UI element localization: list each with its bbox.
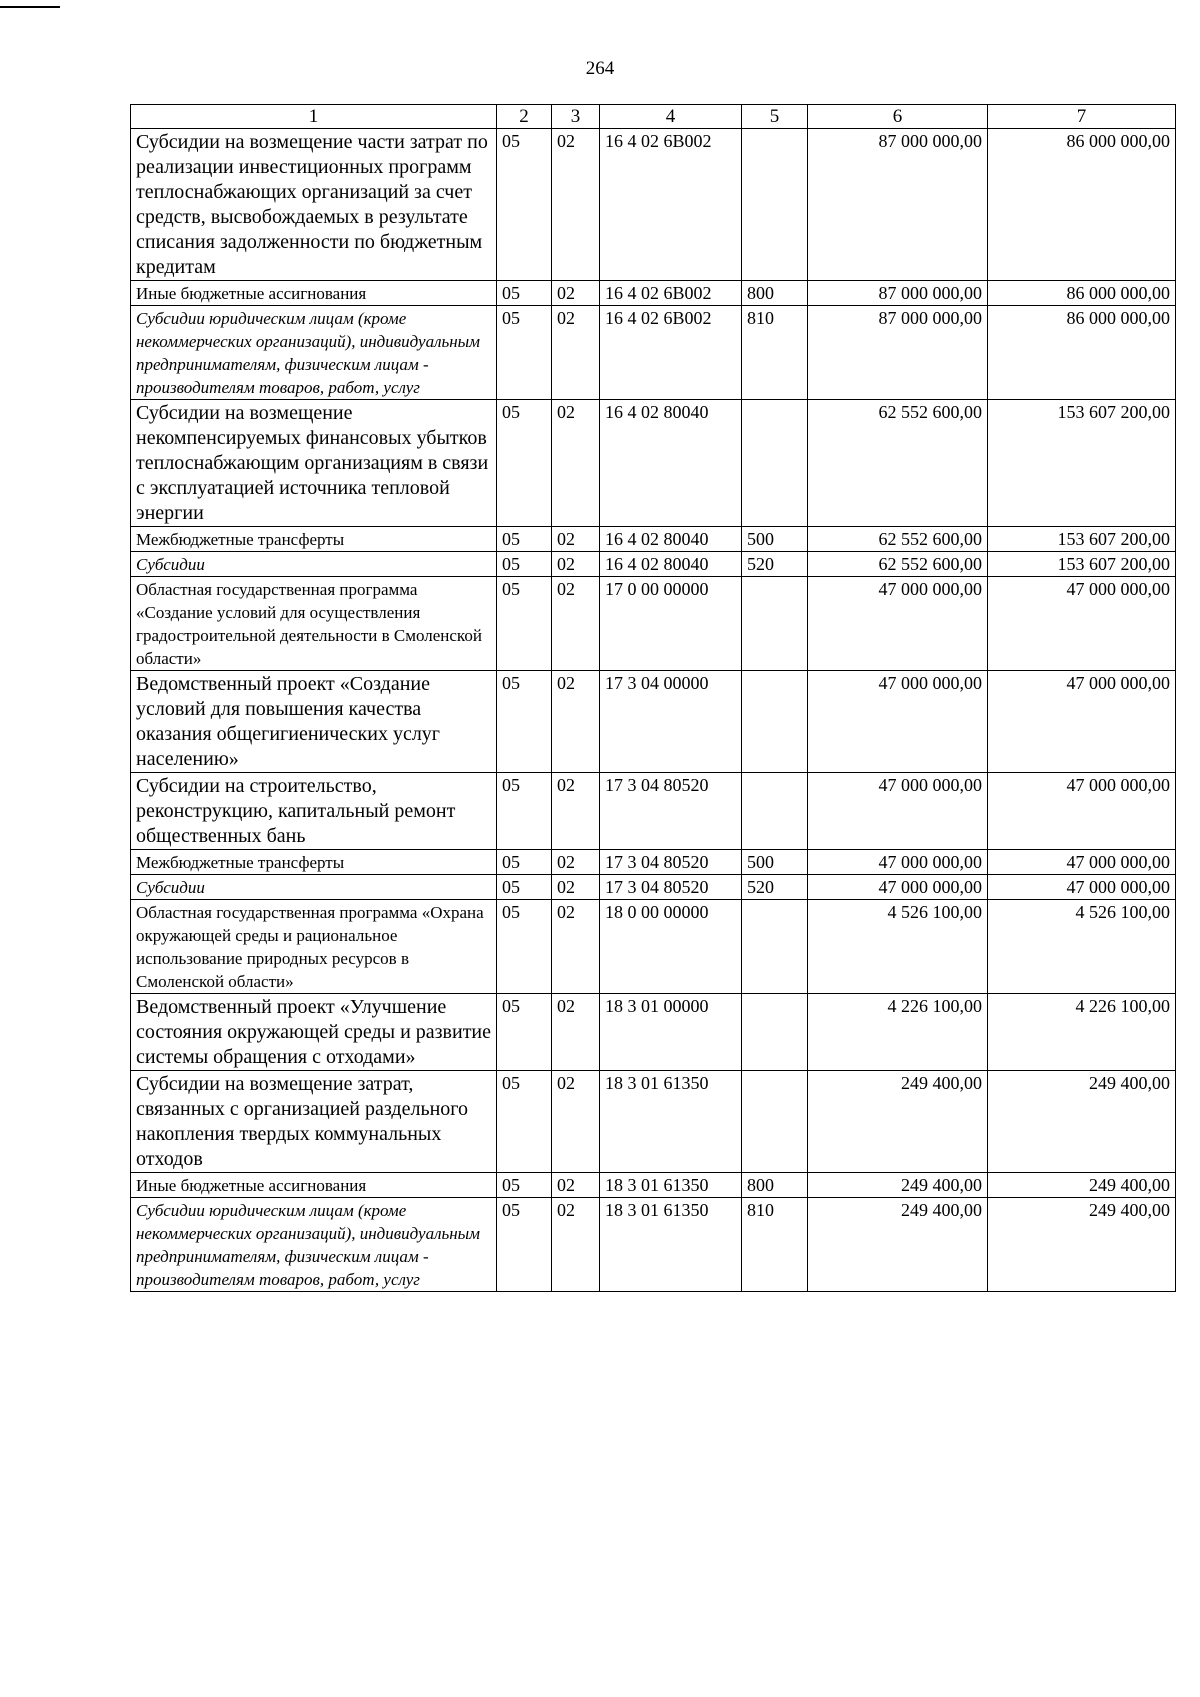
- cell-target-code: 18 3 01 61350: [600, 1173, 742, 1198]
- cell-target-code: 16 4 02 80040: [600, 527, 742, 552]
- cell-subsection: 02: [552, 875, 600, 900]
- cell-amount-year-2: 153 607 200,00: [988, 552, 1176, 577]
- cell-expense-type: 800: [742, 281, 808, 306]
- table-row: [131, 281, 1176, 306]
- cell-amount-year-1: 87 000 000,00: [808, 306, 988, 400]
- cell-target-code: 18 0 00 00000: [600, 900, 742, 994]
- cell-target-code: 18 3 01 61350: [600, 1071, 742, 1173]
- table-row: [131, 671, 1176, 773]
- header-col-1: 1: [131, 105, 497, 129]
- cell-subsection: 02: [552, 527, 600, 552]
- cell-section: 05: [497, 900, 552, 994]
- cell-target-code: 16 4 02 6В002: [600, 281, 742, 306]
- header-col-5: 5: [742, 105, 808, 129]
- cell-section: 05: [497, 1198, 552, 1292]
- cell-target-code: 17 3 04 00000: [600, 671, 742, 773]
- table-row: [131, 527, 1176, 552]
- header-col-3: 3: [552, 105, 600, 129]
- table-row: [131, 577, 1176, 671]
- cell-subsection: 02: [552, 1198, 600, 1292]
- cell-target-code: 17 3 04 80520: [600, 773, 742, 850]
- cell-section: 05: [497, 850, 552, 875]
- cell-amount-year-1: 62 552 600,00: [808, 527, 988, 552]
- cell-section: 05: [497, 527, 552, 552]
- cell-expense-type: [742, 129, 808, 281]
- cell-amount-year-2: 4 526 100,00: [988, 900, 1176, 994]
- cell-amount-year-1: 47 000 000,00: [808, 875, 988, 900]
- cell-expense-type: [742, 1071, 808, 1173]
- cell-section: 05: [497, 400, 552, 527]
- cell-expense-type: [742, 671, 808, 773]
- cell-subsection: 02: [552, 552, 600, 577]
- cell-name: Областная государственная программа «Создание условий для осуществления градостроительной деятельности в Смоленской области»: [131, 577, 497, 671]
- cell-target-code: 16 4 02 80040: [600, 552, 742, 577]
- cell-target-code: 18 3 01 61350: [600, 1198, 742, 1292]
- cell-expense-type: [742, 577, 808, 671]
- cell-subsection: 02: [552, 129, 600, 281]
- table-row: [131, 850, 1176, 875]
- budget-table: [130, 104, 1176, 1292]
- table-row: [131, 900, 1176, 994]
- cell-subsection: 02: [552, 306, 600, 400]
- header-col-6: 6: [808, 105, 988, 129]
- cell-name: Межбюджетные трансферты: [131, 527, 497, 552]
- header-col-7: 7: [988, 105, 1176, 129]
- cell-name: Ведомственный проект «Создание условий для повышения качества оказания общегигиенических услуг населению»: [131, 671, 497, 773]
- cell-name: Субсидии на возмещение некомпенсируемых финансовых убытков теплоснабжающим организациям в связи с эксплуатацией источника тепловой энергии: [131, 400, 497, 527]
- cell-target-code: 16 4 02 6В002: [600, 129, 742, 281]
- cell-name: Межбюджетные трансферты: [131, 850, 497, 875]
- cell-section: 05: [497, 552, 552, 577]
- cell-name: Субсидии юридическим лицам (кроме некоммерческих организаций), индивидуальным предпринимателям, физическим лицам - производителям товаров, работ, услуг: [131, 1198, 497, 1292]
- cell-target-code: 17 0 00 00000: [600, 577, 742, 671]
- cell-name: Субсидии на возмещение затрат, связанных с организацией раздельного накопления твердых коммунальных отходов: [131, 1071, 497, 1173]
- cell-expense-type: [742, 773, 808, 850]
- table-row: [131, 552, 1176, 577]
- table-row: [131, 1173, 1176, 1198]
- cell-amount-year-2: 153 607 200,00: [988, 527, 1176, 552]
- cell-expense-type: 500: [742, 850, 808, 875]
- table-row: [131, 773, 1176, 850]
- page-number: 264: [585, 58, 615, 79]
- cell-section: 05: [497, 1071, 552, 1173]
- cell-name: Субсидии юридическим лицам (кроме некоммерческих организаций), индивидуальным предпринимателям, физическим лицам - производителям товаров, работ, услуг: [131, 306, 497, 400]
- cell-name: Субсидии: [131, 552, 497, 577]
- cell-target-code: 16 4 02 6В002: [600, 306, 742, 400]
- cell-section: 05: [497, 671, 552, 773]
- table-row: [131, 306, 1176, 400]
- table-row: [131, 1071, 1176, 1173]
- cell-expense-type: [742, 994, 808, 1071]
- cell-amount-year-1: 47 000 000,00: [808, 773, 988, 850]
- cell-amount-year-2: 86 000 000,00: [988, 281, 1176, 306]
- cell-expense-type: 810: [742, 306, 808, 400]
- table-row: [131, 994, 1176, 1071]
- cell-amount-year-2: 249 400,00: [988, 1198, 1176, 1292]
- table-row: [131, 129, 1176, 281]
- cell-target-code: 17 3 04 80520: [600, 875, 742, 900]
- cell-amount-year-2: 153 607 200,00: [988, 400, 1176, 527]
- header-row: [131, 105, 1176, 129]
- cell-name: Областная государственная программа «Охрана окружающей среды и рациональное использование природных ресурсов в Смоленской области»: [131, 900, 497, 994]
- cell-expense-type: [742, 900, 808, 994]
- cell-expense-type: [742, 400, 808, 527]
- cell-section: 05: [497, 1173, 552, 1198]
- cell-amount-year-2: 86 000 000,00: [988, 306, 1176, 400]
- cell-amount-year-1: 87 000 000,00: [808, 281, 988, 306]
- cell-amount-year-2: 47 000 000,00: [988, 850, 1176, 875]
- cell-amount-year-2: 249 400,00: [988, 1173, 1176, 1198]
- cell-subsection: 02: [552, 1071, 600, 1173]
- cell-name: Иные бюджетные ассигнования: [131, 1173, 497, 1198]
- cell-amount-year-1: 62 552 600,00: [808, 552, 988, 577]
- table-row: [131, 875, 1176, 900]
- cell-section: 05: [497, 875, 552, 900]
- cell-name: Субсидии на строительство, реконструкцию, капитальный ремонт общественных бань: [131, 773, 497, 850]
- cell-subsection: 02: [552, 281, 600, 306]
- cell-amount-year-1: 47 000 000,00: [808, 577, 988, 671]
- cell-amount-year-1: 249 400,00: [808, 1198, 988, 1292]
- table-row: [131, 400, 1176, 527]
- cell-expense-type: 810: [742, 1198, 808, 1292]
- cell-target-code: 16 4 02 80040: [600, 400, 742, 527]
- cell-target-code: 18 3 01 00000: [600, 994, 742, 1071]
- cell-amount-year-1: 62 552 600,00: [808, 400, 988, 527]
- cell-name: Иные бюджетные ассигнования: [131, 281, 497, 306]
- table-header: [131, 105, 1176, 129]
- cell-section: 05: [497, 773, 552, 850]
- cell-section: 05: [497, 577, 552, 671]
- cell-section: 05: [497, 994, 552, 1071]
- cell-amount-year-1: 4 526 100,00: [808, 900, 988, 994]
- cell-name: Ведомственный проект «Улучшение состояния окружающей среды и развитие системы обращения с отходами»: [131, 994, 497, 1071]
- table-row: [131, 1198, 1176, 1292]
- corner-mark: [0, 6, 60, 8]
- cell-subsection: 02: [552, 671, 600, 773]
- cell-amount-year-1: 47 000 000,00: [808, 850, 988, 875]
- header-col-2: 2: [497, 105, 552, 129]
- cell-amount-year-1: 87 000 000,00: [808, 129, 988, 281]
- cell-amount-year-2: 4 226 100,00: [988, 994, 1176, 1071]
- cell-amount-year-2: 47 000 000,00: [988, 671, 1176, 773]
- cell-amount-year-2: 249 400,00: [988, 1071, 1176, 1173]
- cell-amount-year-2: 47 000 000,00: [988, 875, 1176, 900]
- cell-subsection: 02: [552, 1173, 600, 1198]
- table-body: [131, 129, 1176, 1292]
- cell-amount-year-1: 249 400,00: [808, 1173, 988, 1198]
- cell-subsection: 02: [552, 900, 600, 994]
- cell-subsection: 02: [552, 773, 600, 850]
- cell-name: Субсидии: [131, 875, 497, 900]
- cell-subsection: 02: [552, 400, 600, 527]
- cell-subsection: 02: [552, 577, 600, 671]
- cell-amount-year-1: 47 000 000,00: [808, 671, 988, 773]
- cell-amount-year-2: 47 000 000,00: [988, 577, 1176, 671]
- cell-subsection: 02: [552, 850, 600, 875]
- cell-expense-type: 500: [742, 527, 808, 552]
- header-col-4: 4: [600, 105, 742, 129]
- cell-subsection: 02: [552, 994, 600, 1071]
- cell-expense-type: 520: [742, 875, 808, 900]
- cell-expense-type: 520: [742, 552, 808, 577]
- cell-section: 05: [497, 281, 552, 306]
- cell-amount-year-2: 47 000 000,00: [988, 773, 1176, 850]
- cell-target-code: 17 3 04 80520: [600, 850, 742, 875]
- cell-amount-year-1: 4 226 100,00: [808, 994, 988, 1071]
- cell-name: Субсидии на возмещение части затрат по реализации инвестиционных программ теплоснабжающих организаций за счет средств, высвобождаемых в результате списания задолженности по бюджетным кредитам: [131, 129, 497, 281]
- cell-amount-year-1: 249 400,00: [808, 1071, 988, 1173]
- cell-expense-type: 800: [742, 1173, 808, 1198]
- cell-section: 05: [497, 306, 552, 400]
- cell-section: 05: [497, 129, 552, 281]
- cell-amount-year-2: 86 000 000,00: [988, 129, 1176, 281]
